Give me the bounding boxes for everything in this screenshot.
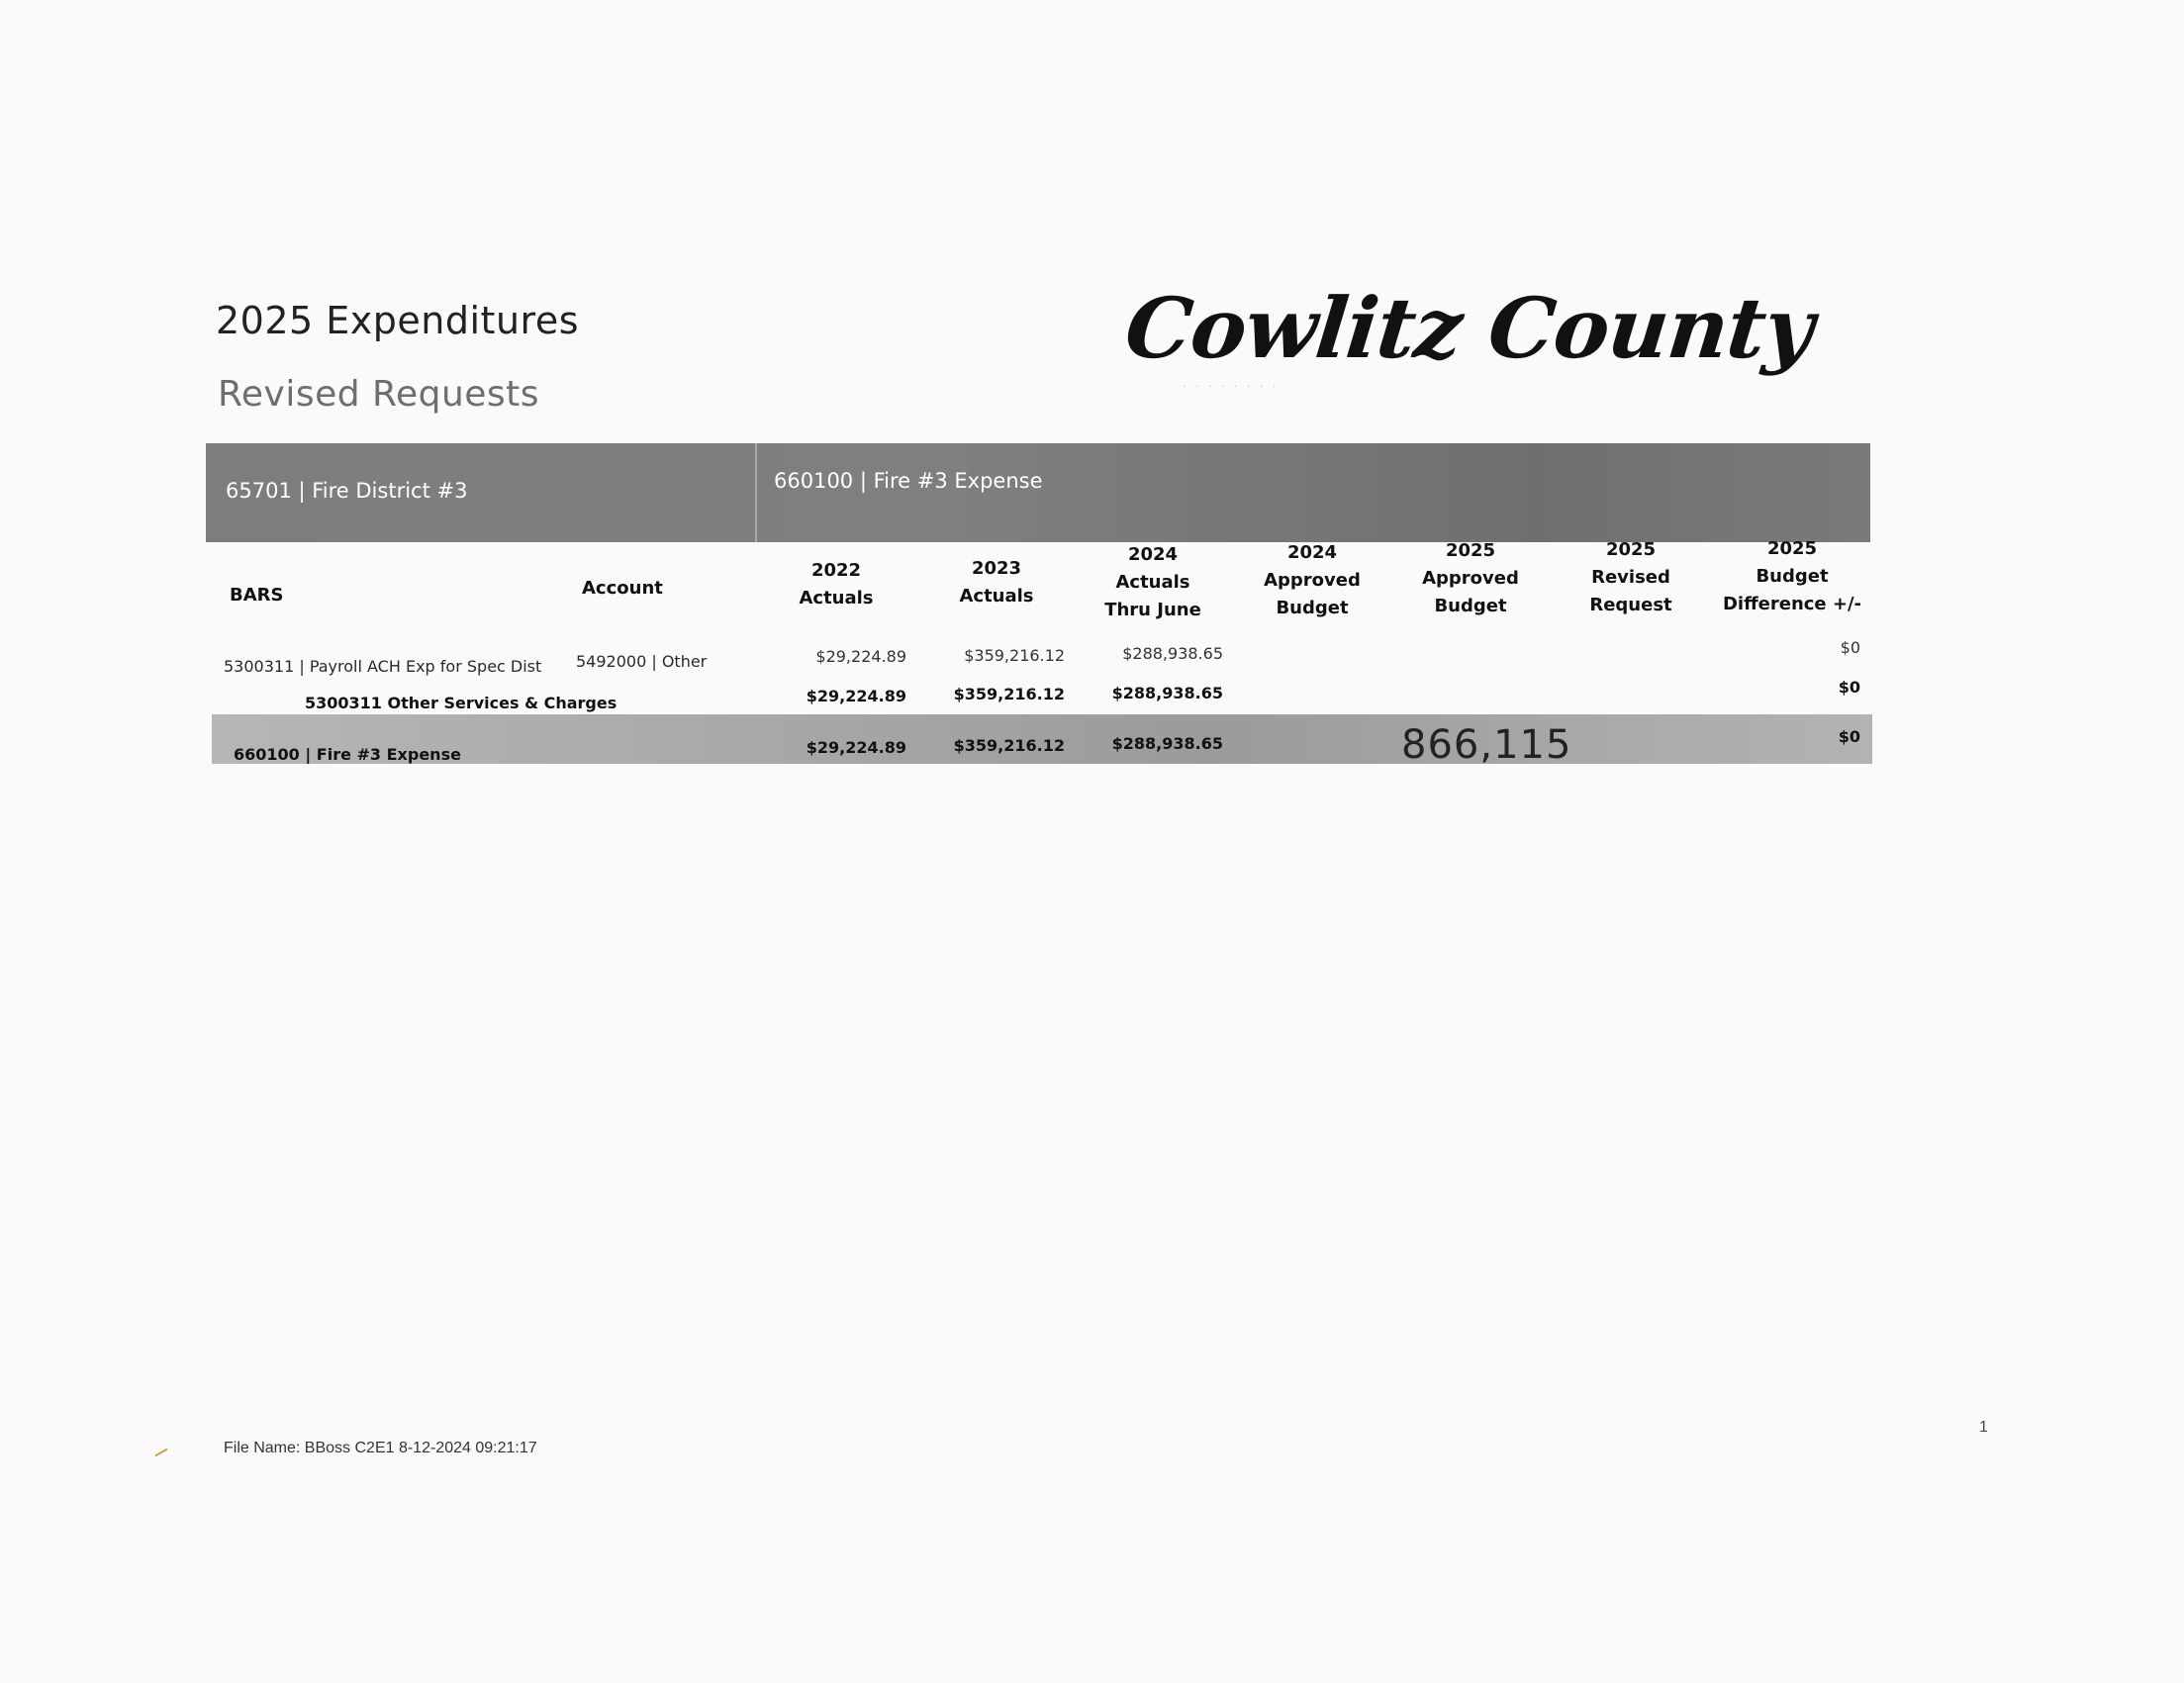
col-header-line: 2024 [1286, 542, 1338, 563]
col-header-line: 2024 [1127, 544, 1179, 565]
col-header-line: 2022 [810, 560, 862, 581]
col-header-bars [230, 582, 283, 609]
col-header-line: Actuals [1115, 572, 1190, 593]
fund-cell [206, 443, 757, 542]
col-header-2025-approved [1413, 537, 1528, 620]
row-2023-actuals: $359,216.12 [964, 646, 1065, 665]
row-account: 5492000 | Other [576, 652, 708, 671]
subtotal-2023-actuals: $359,216.12 [953, 685, 1065, 703]
col-header-account-text: Account [582, 578, 663, 599]
col-header-line: Approved [1264, 570, 1361, 591]
col-header-line: Thru June [1104, 600, 1201, 620]
subtotal-difference: $0 [1838, 678, 1860, 697]
page-number: 1 [1979, 1419, 1988, 1436]
col-header-line: Actuals [799, 588, 874, 608]
col-header-line: Budget [1434, 596, 1507, 616]
col-header-line: Revised [1591, 567, 1670, 588]
col-header-line: Difference +/- [1722, 594, 1862, 614]
col-header-2023-actuals [942, 555, 1051, 610]
col-header-line: Budget [1756, 566, 1829, 587]
subtotal-2024-actuals: $288,938.65 [1111, 684, 1223, 702]
pen-mark [154, 1449, 167, 1457]
col-header-2024-actuals [1093, 541, 1212, 624]
col-header-bars-text: BARS [230, 585, 284, 606]
col-header-2022-actuals [782, 557, 891, 612]
col-header-line: Approved [1422, 568, 1519, 589]
col-header-line: 2025 [1445, 540, 1496, 561]
col-header-line: 2023 [971, 558, 1022, 579]
footer-file-name: File Name: BBoss C2E1 8-12-2024 09:21:17 [224, 1440, 537, 1456]
col-header-line: 2025 [1605, 539, 1657, 560]
col-header-account [582, 575, 663, 603]
department-label: 660100 | Fire #3 Expense [774, 469, 1043, 493]
col-header-line: 2025 [1766, 538, 1818, 559]
page-title: 2025 Expenditures [216, 299, 579, 342]
row-2022-actuals: $29,224.89 [815, 647, 906, 666]
logo-tagline-mark: · · · · · · · · [1183, 380, 1280, 393]
col-header-line: Request [1589, 595, 1672, 615]
total-difference: $0 [1838, 727, 1860, 746]
col-header-2025-revised [1575, 536, 1686, 619]
col-header-2025-difference [1718, 535, 1866, 618]
col-header-line: Budget [1276, 598, 1349, 618]
col-header-2024-approved [1255, 539, 1370, 622]
row-2024-actuals: $288,938.65 [1122, 644, 1223, 663]
row-bars: 5300311 | Payroll ACH Exp for Spec Dist [224, 657, 542, 676]
row-difference: $0 [1840, 638, 1860, 657]
subtotal-2022-actuals: $29,224.89 [806, 687, 906, 705]
total-2022-actuals: $29,224.89 [806, 738, 906, 757]
fund-label: 65701 | Fire District #3 [226, 479, 468, 503]
total-label: 660100 | Fire #3 Expense [234, 745, 461, 764]
col-header-line: Actuals [959, 586, 1034, 607]
subtotal-label: 5300311 Other Services & Charges [305, 694, 617, 712]
fund-header-band [206, 443, 1870, 542]
handwritten-annotation: 866,115 [1401, 722, 1572, 768]
page-subtitle: Revised Requests [218, 374, 540, 415]
total-2023-actuals: $359,216.12 [953, 736, 1065, 755]
total-2024-actuals: $288,938.65 [1111, 734, 1223, 753]
county-logo: Cowlitz County [1120, 279, 1818, 377]
